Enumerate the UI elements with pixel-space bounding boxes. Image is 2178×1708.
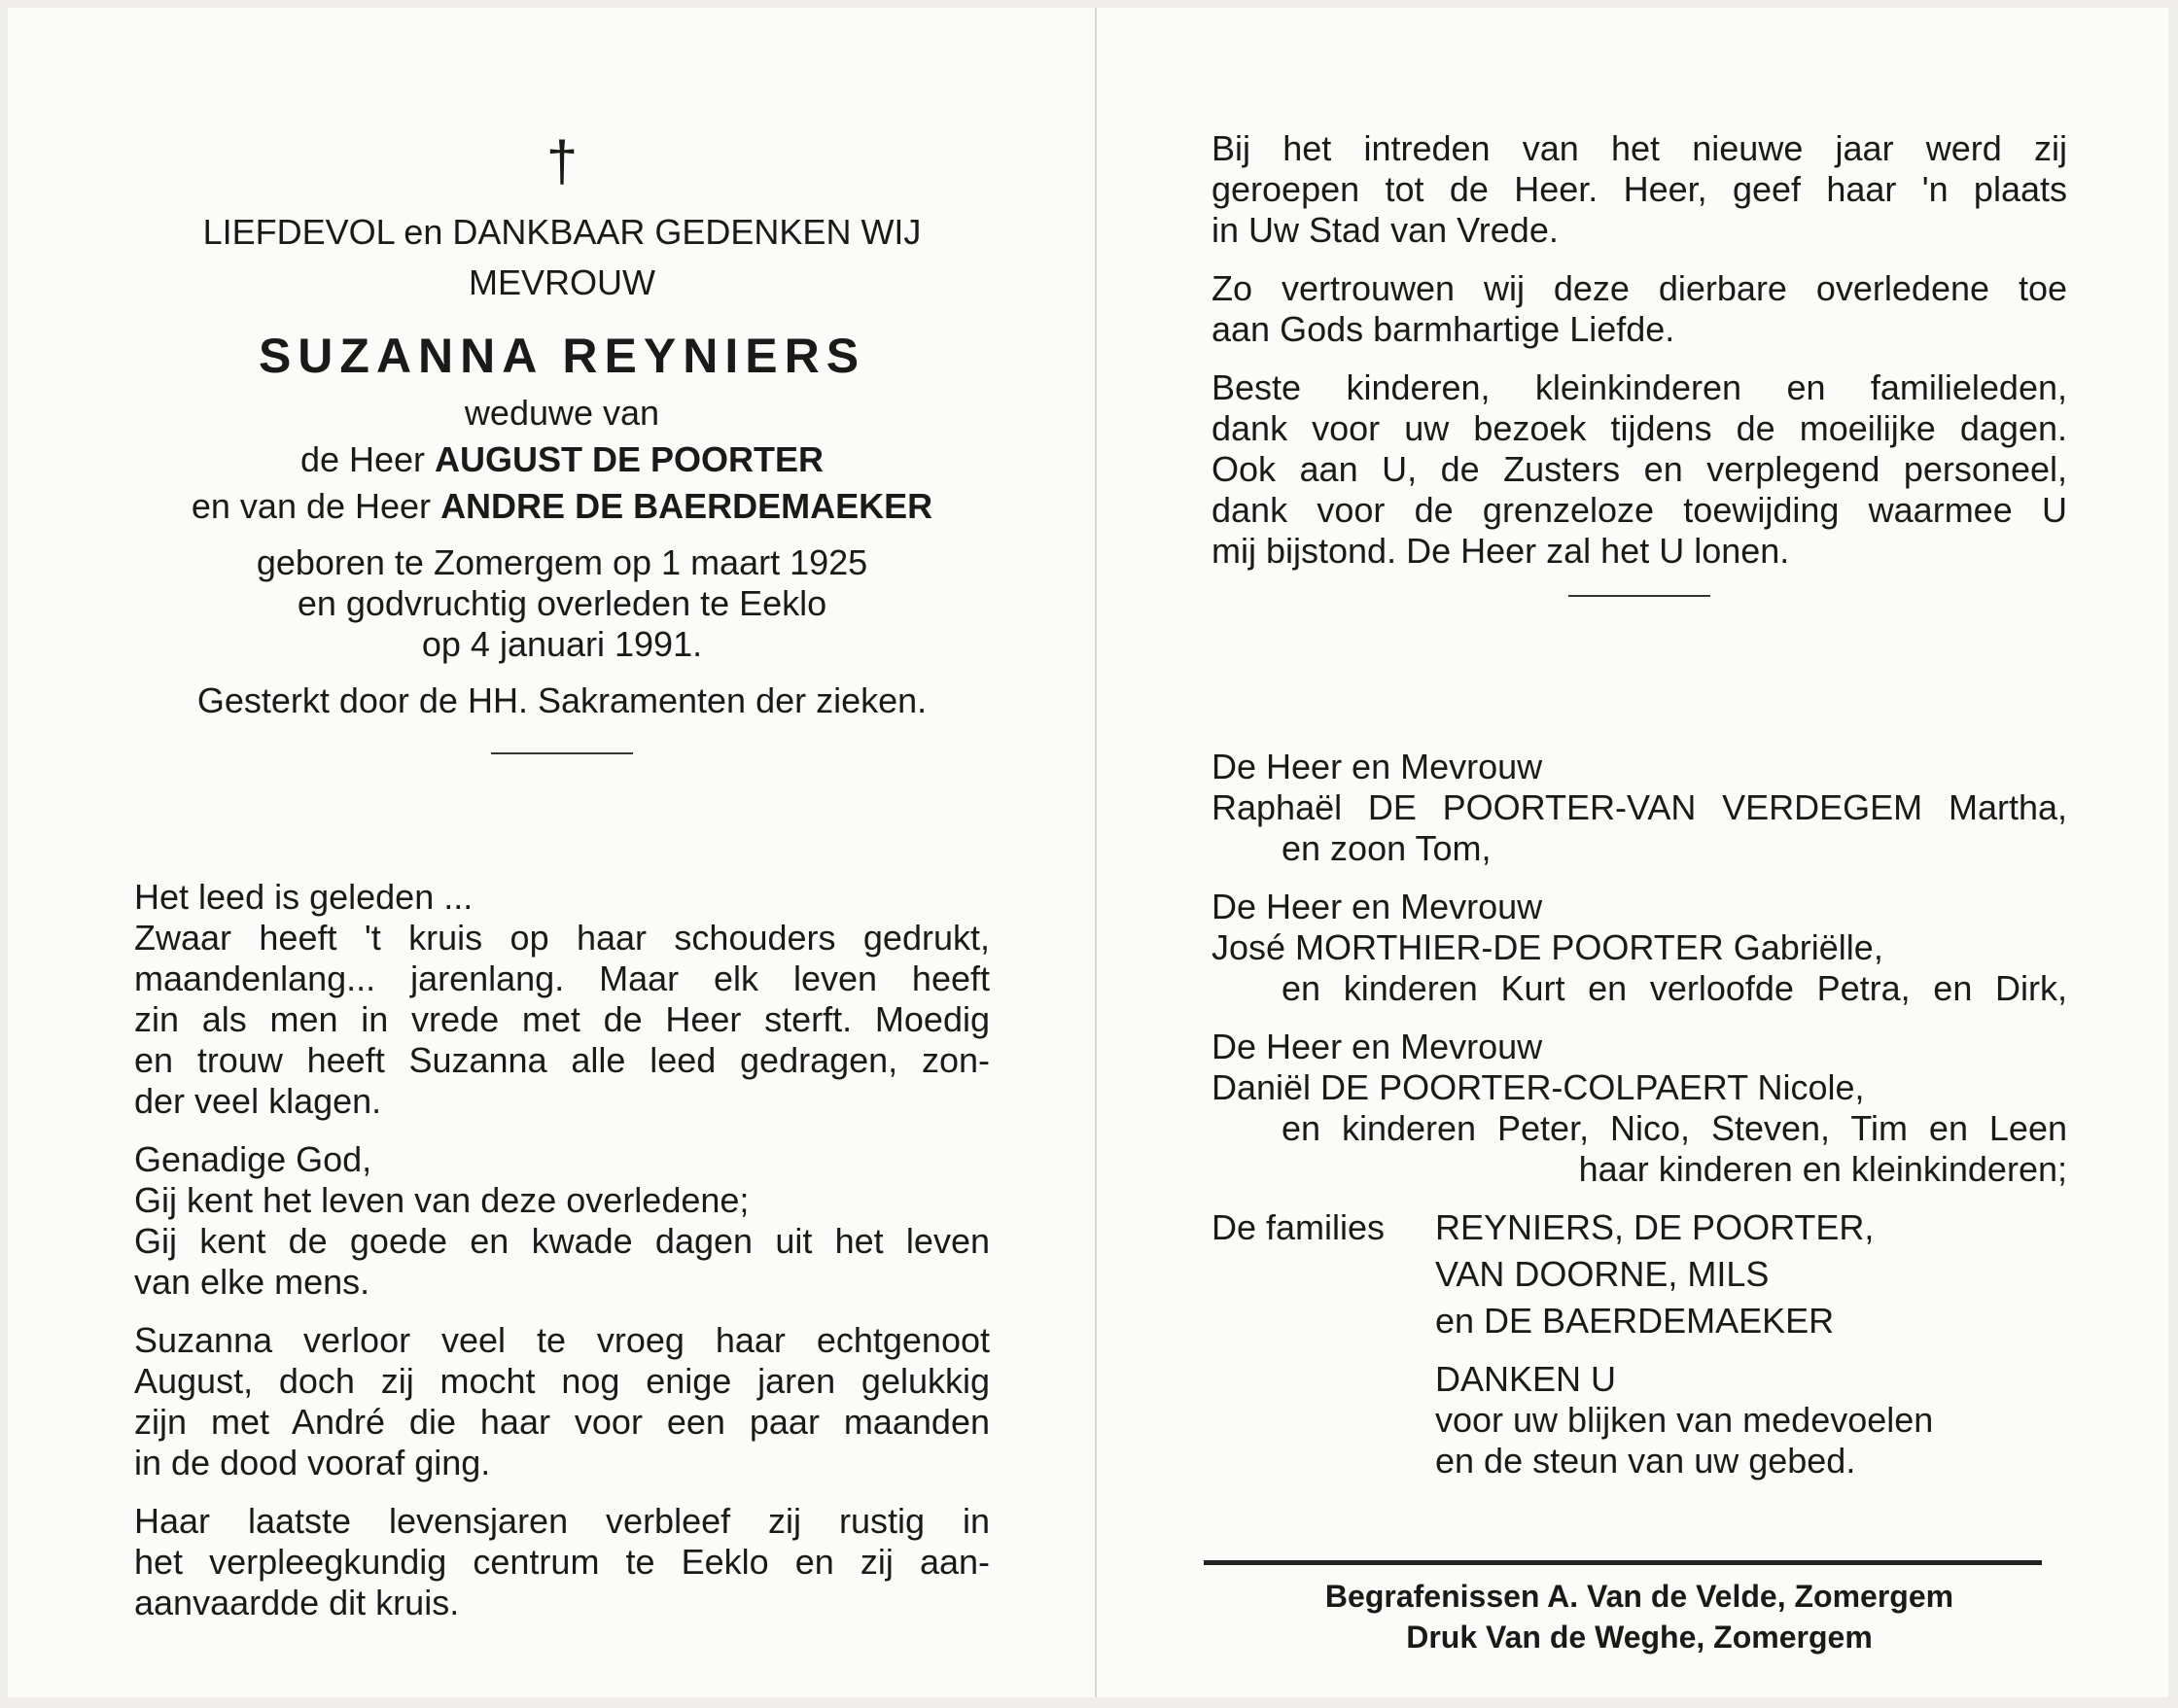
prayer-text xyxy=(1212,128,2067,572)
text-line: aan Gods barmhartige Liefde. xyxy=(1212,309,1675,349)
text-line: zin als men in vrede met de Heer sterft. Moedig xyxy=(134,999,990,1039)
family-3-title: De Heer en Mevrouw xyxy=(1212,1027,1543,1066)
text-line: in Uw Stad van Vrede. xyxy=(1212,210,1559,250)
families-line-1: REYNIERS, DE POORTER, xyxy=(1435,1207,1875,1247)
memorial-card xyxy=(8,8,2168,1697)
funeral-home: Begrafenissen A. Van de Velde, Zomergem xyxy=(1324,1579,1954,1614)
text-line: Bij het intreden van het nieuwe jaar werd zij xyxy=(1212,128,2067,168)
sacraments-line: Gesterkt door de HH. Sakramenten der zieken. xyxy=(196,680,928,720)
text-line: Suzanna verloor veel te vroeg haar echtgenoot xyxy=(134,1320,990,1360)
family-3-children: en kinderen Peter, Nico, Steven, Tim en Leen xyxy=(1282,1108,2067,1148)
text-line: en trouw heeft Suzanna alle leed gedragen, zon- xyxy=(134,1040,990,1080)
husband-1-name: AUGUST DE POORTER xyxy=(435,439,825,479)
husband-2-prefix: en van de Heer xyxy=(191,486,432,526)
families-prefix: De families xyxy=(1212,1207,1386,1247)
family-list xyxy=(1212,747,2067,1481)
deceased-name: SUZANNA REYNIERS xyxy=(258,329,866,383)
text-line: Zwaar heeft 't kruis op haar schouders gedrukt, xyxy=(134,918,990,958)
text-line: mij bijstond. De Heer zal het U lonen. xyxy=(1212,531,1790,571)
center-fold xyxy=(1095,8,1097,1697)
died-line: en godvruchtig overleden te Eeklo xyxy=(297,583,827,623)
text-line: Het leed is geleden ... xyxy=(134,877,474,917)
text-line: van elke mens. xyxy=(134,1262,370,1302)
meditation-text xyxy=(134,877,990,1623)
family-3-role: haar kinderen en kleinkinderen; xyxy=(1578,1149,2067,1189)
text-line: August, doch zij mocht nog enige jaren gelukkig xyxy=(134,1361,990,1401)
family-2-title: De Heer en Mevrouw xyxy=(1212,887,1543,926)
family-1-children: en zoon Tom, xyxy=(1282,828,1492,868)
text-line: zijn met André die haar voor een paar maanden xyxy=(134,1402,990,1442)
families-block xyxy=(1212,1207,2067,1248)
right-page xyxy=(1212,8,2067,1697)
cross-icon: † xyxy=(545,130,579,193)
text-line: der veel klagen. xyxy=(134,1081,382,1121)
family-2-children: en kinderen Kurt en verloofde Petra, en Dirk, xyxy=(1282,968,2067,1008)
families-line-3: en DE BAERDEMAEKER xyxy=(1435,1301,1835,1341)
intro-block xyxy=(134,212,990,721)
divider xyxy=(491,752,633,754)
husband-1 xyxy=(134,439,990,480)
text-line: Haar laatste levensjaren verbleef zij rustig in xyxy=(134,1501,990,1541)
text-line: Zo vertrouwen wij deze dierbare overledene toe xyxy=(1212,268,2067,308)
text-line: het verpleegkundig centrum te Eeklo en zij aan- xyxy=(134,1542,990,1582)
husband-1-prefix: de Heer xyxy=(299,439,426,479)
printer: Druk Van de Weghe, Zomergem xyxy=(1406,1620,1873,1655)
text-line: Beste kinderen, kleinkinderen en familieleden, xyxy=(1212,367,2067,407)
divider xyxy=(1568,595,1710,597)
footer-rule xyxy=(1204,1560,2042,1565)
thanks-line-2: en de steun van uw gebed. xyxy=(1435,1441,1856,1481)
text-line: Gij kent het leven van deze overledene; xyxy=(134,1180,750,1220)
text-line: in de dood vooraf ging. xyxy=(134,1443,491,1482)
thanks-heading: DANKEN U xyxy=(1435,1359,1617,1399)
header-line-1: LIEFDEVOL en DANKBAAR GEDENKEN WIJ xyxy=(202,212,922,252)
text-line: Gij kent de goede en kwade dagen uit het leven xyxy=(134,1221,990,1261)
family-1-names: Raphaël DE POORTER-VAN VERDEGEM Martha, xyxy=(1212,787,2067,827)
family-1-title: De Heer en Mevrouw xyxy=(1212,747,1543,786)
text-line: aanvaardde dit kruis. xyxy=(134,1583,460,1622)
text-line: Ook aan U, de Zusters en verplegend personeel, xyxy=(1212,449,2067,489)
text-line: Genadige God, xyxy=(134,1139,372,1179)
families-line-2: VAN DOORNE, MILS xyxy=(1435,1254,1770,1294)
footer xyxy=(1212,1577,2067,1656)
husband-2 xyxy=(134,486,990,527)
left-page xyxy=(134,8,990,1697)
died-date-line: op 4 januari 1991. xyxy=(421,624,703,664)
husband-2-name: ANDRE DE BAERDEMAEKER xyxy=(440,486,933,526)
header-line-2: MEVROUW xyxy=(469,262,655,302)
family-2-names: José MORTHIER-DE POORTER Gabriëlle, xyxy=(1212,927,1883,967)
text-line: dank voor de grenzeloze toewijding waarmee U xyxy=(1212,490,2067,530)
born-line: geboren te Zomergem op 1 maart 1925 xyxy=(256,542,868,582)
text-line: maandenlang... jarenlang. Maar elk leven heeft xyxy=(134,959,990,998)
widow-of: weduwe van xyxy=(464,393,660,433)
text-line: geroepen tot de Heer. Heer, geef haar 'n plaats xyxy=(1212,169,2067,209)
text-line: dank voor uw bezoek tijdens de moeilijke dagen. xyxy=(1212,408,2067,448)
thanks-line-1: voor uw blijken van medevoelen xyxy=(1435,1400,1934,1440)
family-3-names: Daniël DE POORTER-COLPAERT Nicole, xyxy=(1212,1067,1865,1107)
